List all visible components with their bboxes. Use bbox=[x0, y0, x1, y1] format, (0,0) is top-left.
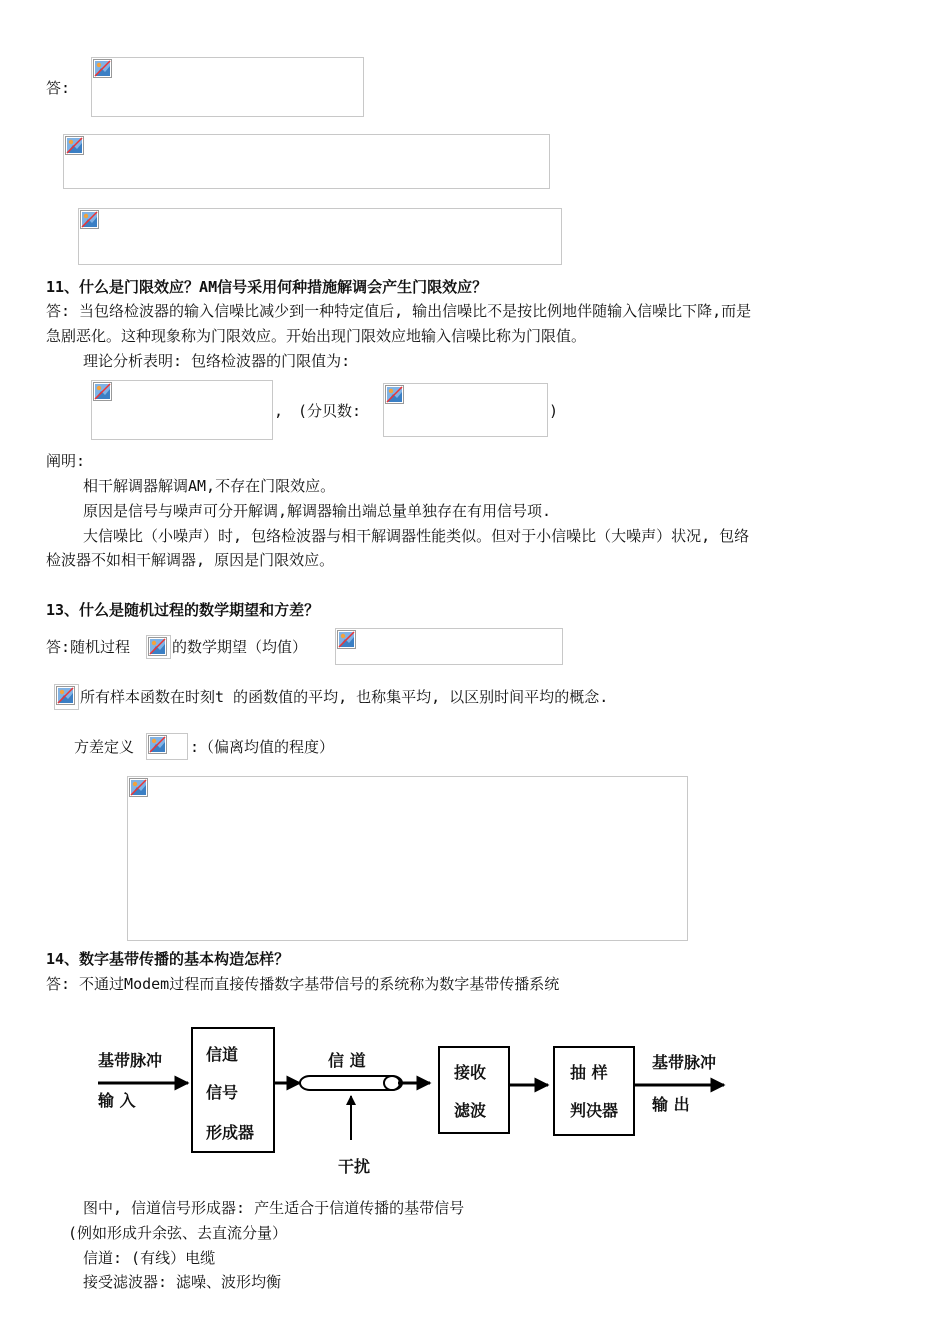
block3-line2: 判决器 bbox=[570, 1101, 619, 1120]
output-label-1: 基带脉冲 bbox=[652, 1053, 717, 1072]
block3-line1: 抽 样 bbox=[570, 1063, 608, 1082]
formula-image bbox=[127, 776, 688, 941]
db-close: ) bbox=[549, 402, 559, 420]
paragraph: :（偏离均值的程度） bbox=[190, 738, 335, 756]
formula-image bbox=[383, 383, 548, 437]
paragraph: 方差定义 bbox=[74, 738, 135, 756]
broken-image-icon bbox=[385, 385, 404, 404]
answer-label: 答: bbox=[46, 79, 71, 97]
sampling-decision-block bbox=[554, 1047, 634, 1135]
broken-image-icon bbox=[93, 59, 112, 78]
formula-image bbox=[63, 134, 550, 189]
broken-image-icon bbox=[337, 630, 356, 649]
paragraph: 理论分析表明: 包络检波器的门限值为: bbox=[83, 352, 351, 370]
db-label: (分贝数: bbox=[298, 402, 362, 420]
paragraph: 图中, 信道信号形成器: 产生适合于信道传播的基带信号 bbox=[83, 1199, 465, 1217]
paragraph: 原因是信号与噪声可分开解调,解调器输出端总量单独存在有用信号项. bbox=[83, 502, 552, 520]
block1-line1: 信道 bbox=[206, 1045, 239, 1064]
formula-image bbox=[146, 635, 171, 659]
broken-image-icon bbox=[148, 735, 167, 754]
input-label-2: 输 入 bbox=[98, 1091, 136, 1110]
paragraph: 信道: (有线）电缆 bbox=[83, 1249, 216, 1267]
broken-image-icon bbox=[56, 686, 75, 705]
paragraph: 所有样本函数在时刻t 的函数值的平均, 也称集平均, 以区别时间平均的概念. bbox=[80, 688, 609, 706]
answer-text: 急剧恶化。这种现象称为门限效应。开始出现门限效应地输入信噪比称为门限值。 bbox=[46, 327, 587, 345]
answer-text: 答: 不通过Modem过程而直接传播数字基带信号的系统称为数字基带传播系统 bbox=[46, 975, 560, 993]
block2-line1: 接收 bbox=[454, 1063, 487, 1082]
formula-image bbox=[146, 733, 188, 760]
channel-label: 信 道 bbox=[328, 1051, 366, 1070]
channel-cable-end bbox=[384, 1076, 400, 1090]
question-title: 13、什么是随机过程的数学期望和方差？ bbox=[46, 601, 320, 619]
block1-line2: 信号 bbox=[206, 1083, 239, 1102]
paragraph: 接受滤波器: 滤噪、波形均衡 bbox=[83, 1273, 282, 1291]
question-title: 11、什么是门限效应？AM信号采用何种措施解调会产生门限效应？ bbox=[46, 278, 488, 296]
baseband-system-diagram bbox=[92, 1020, 732, 1180]
input-label-1: 基带脉冲 bbox=[98, 1051, 163, 1070]
broken-image-icon bbox=[148, 637, 167, 656]
answer-text: 答:随机过程 bbox=[46, 638, 131, 656]
broken-image-icon bbox=[80, 210, 99, 229]
block2-line2: 滤波 bbox=[454, 1101, 487, 1120]
formula-image bbox=[78, 208, 562, 265]
broken-image-icon bbox=[93, 382, 112, 401]
paragraph: 检波器不如相干解调器, 原因是门限效应。 bbox=[46, 551, 335, 569]
paragraph: 相干解调器解调AM,不存在门限效应。 bbox=[83, 477, 336, 495]
output-label-2: 输 出 bbox=[652, 1095, 690, 1114]
broken-image-icon bbox=[129, 778, 148, 797]
broken-image-icon bbox=[65, 136, 84, 155]
explain-label: 阐明: bbox=[46, 452, 86, 470]
formula-image bbox=[91, 380, 273, 440]
block1-line3: 形成器 bbox=[206, 1123, 255, 1142]
answer-text: 的数学期望（均值） bbox=[172, 638, 308, 656]
noise-label: 干扰 bbox=[338, 1157, 371, 1176]
paragraph: 大信噪比（小噪声）时, 包络检波器与相干解调器性能类似。但对于小信噪比（大噪声）状况, 包络 bbox=[83, 527, 750, 545]
paragraph: (例如形成升余弦、去直流分量） bbox=[68, 1224, 288, 1242]
comma: , bbox=[274, 402, 284, 420]
formula-image bbox=[335, 628, 563, 665]
receive-filter-block bbox=[439, 1047, 509, 1133]
formula-image bbox=[54, 684, 79, 710]
question-title: 14、数字基带传播的基本构造怎样？ bbox=[46, 950, 290, 968]
answer-text: 答: 当包络检波器的输入信噪比减少到一种特定值后, 输出信噪比不是按比例地伴随输入信噪比下降,而是 bbox=[46, 302, 752, 320]
formula-image bbox=[91, 57, 364, 117]
